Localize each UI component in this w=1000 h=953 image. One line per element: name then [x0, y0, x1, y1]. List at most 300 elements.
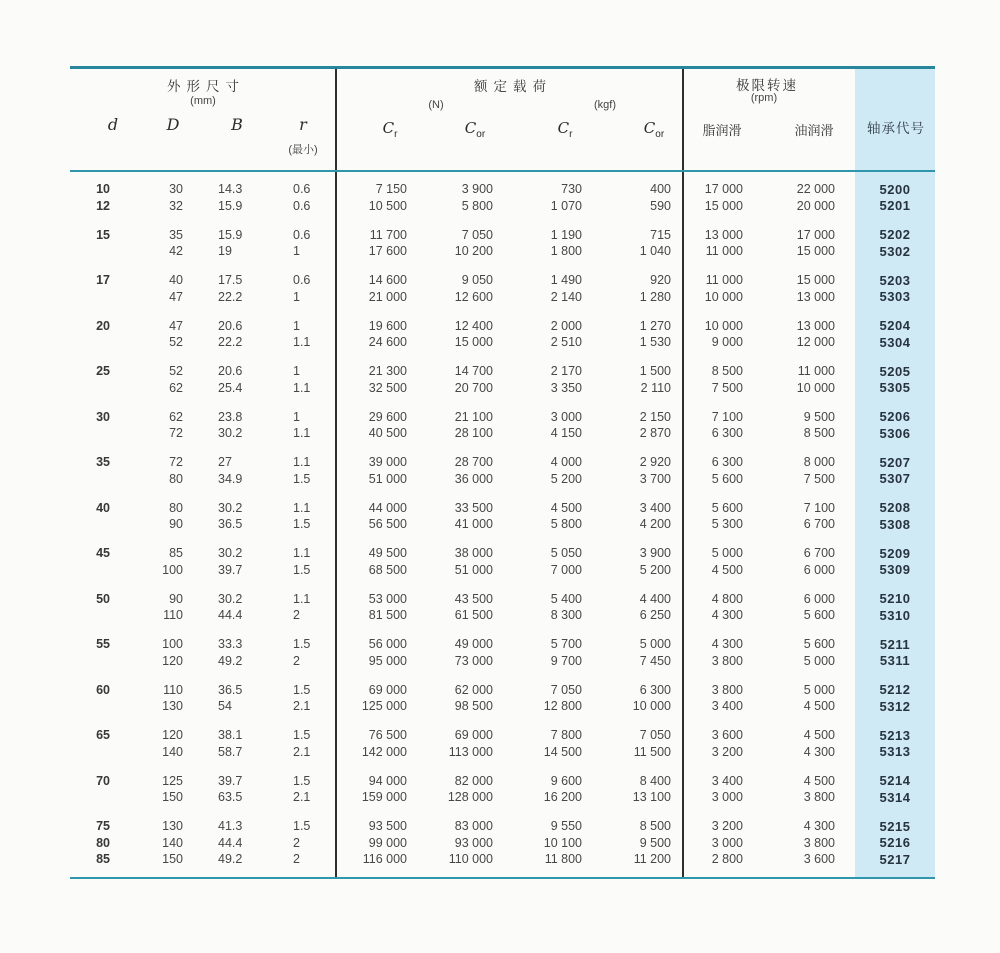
- cell-B: 58.7: [218, 744, 243, 759]
- cell-cor_n: 69 000: [454, 728, 493, 743]
- cell-cr_kgf: 7 050: [550, 682, 582, 697]
- row-group: [70, 682, 935, 715]
- cell-grease: 2 800: [711, 852, 743, 867]
- row-group: [70, 318, 935, 351]
- table-row: [70, 636, 935, 653]
- row-group: [70, 500, 935, 533]
- cell-code: 5307: [879, 471, 911, 487]
- col-header-d: d: [107, 115, 119, 134]
- cell-r: 1.1: [293, 500, 311, 515]
- cell-B: 49.2: [218, 653, 243, 668]
- cell-r: 2: [293, 835, 300, 850]
- table-row: [70, 272, 935, 289]
- table-row: [70, 545, 935, 562]
- row-group: [70, 181, 935, 214]
- cell-oil: 6 000: [803, 591, 835, 606]
- cell-cor_n: 73 000: [454, 653, 493, 668]
- cell-D: 140: [162, 835, 183, 850]
- table-row: [70, 198, 935, 215]
- table-row: [70, 653, 935, 670]
- cell-code: 5312: [879, 698, 911, 714]
- cell-D: 52: [169, 364, 183, 379]
- cell-d: 65: [96, 728, 110, 743]
- cell-cor_n: 10 200: [454, 244, 493, 259]
- cell-B: 30.2: [218, 426, 243, 441]
- cell-code: 5305: [879, 380, 911, 396]
- cell-cr_n: 19 600: [368, 318, 407, 333]
- cell-code: 5215: [879, 818, 911, 834]
- cell-d: 15: [96, 227, 110, 242]
- cell-d: 25: [96, 364, 110, 379]
- cell-cr_n: 24 600: [368, 335, 407, 350]
- cell-cr_n: 69 000: [368, 682, 407, 697]
- cell-cor_kgf: 6 250: [639, 608, 671, 623]
- cell-r: 1.5: [293, 562, 311, 577]
- cell-B: 41.3: [218, 819, 243, 834]
- cell-cr_n: 159 000: [361, 790, 407, 805]
- cell-code: 5213: [879, 727, 911, 743]
- cell-cor_n: 51 000: [454, 562, 493, 577]
- cell-D: 42: [169, 244, 183, 259]
- col-header-bearing-code: 轴承代号: [867, 121, 925, 136]
- cell-code: 5311: [879, 653, 911, 669]
- cell-cor_kgf: 5 200: [639, 562, 671, 577]
- cell-code: 5209: [879, 545, 911, 561]
- cell-B: 44.4: [218, 835, 243, 850]
- cell-D: 62: [169, 409, 183, 424]
- cell-cor_kgf: 11 200: [633, 852, 671, 867]
- cell-oil: 22 000: [796, 182, 835, 197]
- cell-cor_kgf: 400: [650, 182, 671, 197]
- cell-cr_n: 39 000: [368, 455, 407, 470]
- cell-oil: 4 300: [803, 819, 835, 834]
- cell-r: 1.5: [293, 682, 311, 697]
- cell-code: 5310: [879, 607, 911, 623]
- cell-grease: 11 000: [705, 244, 743, 259]
- cell-D: 32: [169, 198, 183, 213]
- table-row: [70, 363, 935, 380]
- table-row: [70, 698, 935, 715]
- cell-B: 38.1: [218, 728, 243, 743]
- cell-B: 39.7: [218, 773, 243, 788]
- cell-oil: 11 000: [797, 364, 835, 379]
- cell-D: 85: [169, 546, 183, 561]
- cell-r: 2: [293, 653, 300, 668]
- cell-B: 17.5: [218, 273, 243, 288]
- row-group: [70, 454, 935, 487]
- cell-cor_n: 15 000: [454, 335, 493, 350]
- cell-grease: 6 300: [711, 455, 743, 470]
- table-row: [70, 334, 935, 351]
- cell-grease: 3 600: [711, 728, 743, 743]
- table-row: [70, 181, 935, 198]
- cell-code: 5303: [879, 289, 911, 305]
- table-body: [70, 172, 935, 877]
- cell-cor_n: 83 000: [454, 819, 493, 834]
- cell-cor_kgf: 1 530: [639, 335, 671, 350]
- cell-oil: 3 800: [803, 790, 835, 805]
- row-group: [70, 636, 935, 669]
- cell-d: 70: [96, 773, 110, 788]
- cell-d: 45: [96, 546, 110, 561]
- cell-oil: 13 000: [796, 318, 835, 333]
- cell-cor_kgf: 2 920: [639, 455, 671, 470]
- cell-code: 5314: [879, 789, 911, 805]
- cell-grease: 7 500: [711, 380, 743, 395]
- cell-cr_kgf: 12 800: [543, 699, 582, 714]
- cell-code: 5203: [879, 272, 911, 288]
- cell-code: 5208: [879, 500, 911, 516]
- cell-cor_n: 41 000: [454, 517, 493, 532]
- table-row: [70, 380, 935, 397]
- cell-cor_n: 12 400: [454, 318, 493, 333]
- cell-code: 5210: [879, 591, 911, 607]
- cell-B: 20.6: [218, 364, 243, 379]
- col-header-cor-n: $C_{or}$: [464, 119, 486, 140]
- table-row: [70, 727, 935, 744]
- cell-D: 47: [169, 289, 183, 304]
- cell-D: 130: [162, 699, 183, 714]
- cell-d: 20: [96, 318, 110, 333]
- table-bottom-rule: [70, 877, 935, 879]
- col-header-B: B: [231, 115, 243, 134]
- cell-B: 36.5: [218, 682, 243, 697]
- row-group: [70, 591, 935, 624]
- cell-d: 12: [96, 198, 110, 213]
- cell-D: 30: [169, 182, 183, 197]
- cell-grease: 3 400: [711, 773, 743, 788]
- cell-cor_n: 113 000: [448, 744, 493, 759]
- col-header-oil-lubrication: 油润滑: [794, 123, 834, 138]
- cell-B: 14.3: [218, 182, 243, 197]
- cell-code: 5207: [879, 454, 911, 470]
- cell-cor_kgf: 3 400: [639, 500, 671, 515]
- cell-D: 35: [169, 227, 183, 242]
- cell-cor_kgf: 5 000: [639, 637, 671, 652]
- table-row: [70, 227, 935, 244]
- cell-cor_kgf: 7 450: [639, 653, 671, 668]
- cell-grease: 10 000: [704, 318, 743, 333]
- cell-cor_kgf: 1 280: [639, 289, 671, 304]
- table-row: [70, 562, 935, 579]
- cell-code: 5216: [879, 835, 911, 851]
- cell-r: 1.5: [293, 517, 311, 532]
- cell-cor_n: 36 000: [454, 471, 493, 486]
- cell-cor_kgf: 2 870: [639, 426, 671, 441]
- cell-oil: 9 500: [803, 409, 835, 424]
- cell-cr_n: 93 500: [368, 819, 407, 834]
- cell-r: 2.1: [293, 699, 311, 714]
- col-header-D: D: [166, 115, 180, 134]
- cell-r: 2: [293, 608, 300, 623]
- col-header-cr-kgf: $C_r$: [557, 119, 573, 140]
- row-group: [70, 818, 935, 868]
- cell-cr_kgf: 5 400: [550, 591, 582, 606]
- cell-oil: 7 500: [803, 471, 835, 486]
- cell-d: 17: [96, 273, 110, 288]
- cell-code: 5204: [879, 318, 911, 334]
- cell-B: 34.9: [218, 471, 243, 486]
- table-row: [70, 818, 935, 835]
- cell-oil: 12 000: [796, 335, 835, 350]
- cell-code: 5308: [879, 516, 911, 532]
- cell-D: 100: [162, 637, 183, 652]
- cell-r: 1.1: [293, 591, 311, 606]
- cell-cor_n: 110 000: [448, 852, 493, 867]
- cell-oil: 4 300: [803, 744, 835, 759]
- cell-B: 49.2: [218, 852, 243, 867]
- cell-B: 39.7: [218, 562, 243, 577]
- cell-D: 120: [162, 728, 183, 743]
- cell-D: 110: [163, 608, 183, 623]
- cell-cr_n: 56 500: [368, 517, 407, 532]
- cell-grease: 3 000: [711, 835, 743, 850]
- cell-cor_n: 98 500: [454, 699, 493, 714]
- cell-D: 90: [169, 517, 183, 532]
- col-header-r: r: [299, 115, 307, 134]
- cell-cr_n: 95 000: [368, 653, 407, 668]
- cell-d: 80: [96, 835, 110, 850]
- cell-r: 1.5: [293, 471, 311, 486]
- cell-cor_kgf: 13 100: [632, 790, 671, 805]
- cell-D: 52: [169, 335, 183, 350]
- cell-B: 33.3: [218, 637, 243, 652]
- cell-D: 72: [169, 426, 183, 441]
- cell-oil: 13 000: [796, 289, 835, 304]
- cell-cr_n: 81 500: [368, 608, 407, 623]
- cell-cor_n: 20 700: [454, 380, 493, 395]
- cell-oil: 15 000: [796, 273, 835, 288]
- cell-code: 5306: [879, 425, 911, 441]
- cell-grease: 5 600: [711, 471, 743, 486]
- cell-B: 30.2: [218, 500, 243, 515]
- cell-cr_n: 49 500: [368, 546, 407, 561]
- cell-cor_kgf: 8 400: [639, 773, 671, 788]
- cell-code: 5201: [879, 198, 911, 214]
- cell-d: 55: [96, 637, 110, 652]
- cell-cor_n: 12 600: [454, 289, 493, 304]
- row-group: [70, 272, 935, 305]
- cell-D: 47: [169, 318, 183, 333]
- cell-code: 5206: [879, 409, 911, 425]
- cell-cor_n: 14 700: [454, 364, 493, 379]
- cell-code: 5200: [879, 181, 911, 197]
- cell-cr_kgf: 14 500: [543, 744, 582, 759]
- cell-B: 22.2: [218, 289, 243, 304]
- cell-grease: 3 000: [711, 790, 743, 805]
- cell-cor_kgf: 1 500: [639, 364, 671, 379]
- cell-cr_kgf: 1 070: [550, 198, 582, 213]
- cell-cor_n: 128 000: [447, 790, 493, 805]
- cell-d: 30: [96, 409, 110, 424]
- cell-grease: 6 300: [711, 426, 743, 441]
- cell-code: 5313: [879, 744, 911, 760]
- table-row: [70, 318, 935, 335]
- cell-grease: 3 200: [711, 744, 743, 759]
- cell-cr_n: 10 500: [368, 198, 407, 213]
- cell-cr_kgf: 5 200: [550, 471, 582, 486]
- cell-B: 63.5: [218, 790, 243, 805]
- cell-cor_kgf: 715: [650, 227, 671, 242]
- cell-cr_kgf: 16 200: [543, 790, 582, 805]
- cell-cr_kgf: 4 500: [550, 500, 582, 515]
- cell-grease: 4 800: [711, 591, 743, 606]
- cell-B: 44.4: [218, 608, 243, 623]
- cell-D: 110: [163, 682, 183, 697]
- cell-cr_n: 125 000: [361, 699, 407, 714]
- cell-cr_kgf: 7 000: [550, 562, 582, 577]
- cell-cr_kgf: 3 000: [550, 409, 582, 424]
- load-rating-title: 额定载荷: [474, 79, 552, 94]
- cell-oil: 8 500: [803, 426, 835, 441]
- table-row: [70, 471, 935, 488]
- cell-cr_n: 44 000: [368, 500, 407, 515]
- cell-oil: 10 000: [796, 380, 835, 395]
- col-header-grease-lubrication: 脂润滑: [702, 123, 742, 138]
- cell-B: 23.8: [218, 409, 243, 424]
- cell-r: 1.1: [293, 380, 311, 395]
- cell-cr_n: 94 000: [368, 773, 407, 788]
- table-row: [70, 516, 935, 533]
- cell-oil: 17 000: [796, 227, 835, 242]
- cell-grease: 15 000: [704, 198, 743, 213]
- cell-cr_n: 51 000: [368, 471, 407, 486]
- cell-cr_kgf: 2 510: [550, 335, 582, 350]
- cell-B: 22.2: [218, 335, 243, 350]
- table-row: [70, 773, 935, 790]
- cell-D: 120: [162, 653, 183, 668]
- cell-cr_n: 32 500: [368, 380, 407, 395]
- cell-r: 0.6: [293, 227, 311, 242]
- cell-B: 20.6: [218, 318, 243, 333]
- cell-oil: 3 600: [803, 852, 835, 867]
- cell-d: 85: [96, 852, 110, 867]
- cell-cr_n: 142 000: [361, 744, 407, 759]
- cell-cor_kgf: 10 000: [632, 699, 671, 714]
- table-row: [70, 744, 935, 761]
- cell-D: 100: [162, 562, 183, 577]
- cell-D: 140: [162, 744, 183, 759]
- cell-r: 1.1: [293, 455, 311, 470]
- cell-B: 25.4: [218, 380, 243, 395]
- cell-r: 2: [293, 852, 300, 867]
- cell-cor_kgf: 3 700: [639, 471, 671, 486]
- cell-cor_n: 49 000: [454, 637, 493, 652]
- cell-grease: 5 600: [711, 500, 743, 515]
- cell-D: 125: [162, 773, 183, 788]
- cell-r: 1: [293, 289, 300, 304]
- cell-r: 0.6: [293, 198, 311, 213]
- row-group: [70, 545, 935, 578]
- dimensions-unit: (mm): [190, 95, 216, 107]
- cell-grease: 11 000: [705, 273, 743, 288]
- cell-grease: 17 000: [704, 182, 743, 197]
- table-row: [70, 425, 935, 442]
- cell-grease: 3 800: [711, 653, 743, 668]
- table-row: [70, 500, 935, 517]
- cell-oil: 6 000: [803, 562, 835, 577]
- unit-kgf: (kgf): [594, 99, 616, 111]
- table-row: [70, 454, 935, 471]
- cell-cr_n: 99 000: [368, 835, 407, 850]
- cell-r: 0.6: [293, 182, 311, 197]
- cell-r: 1.5: [293, 819, 311, 834]
- cell-oil: 5 000: [803, 653, 835, 668]
- cell-oil: 5 000: [803, 682, 835, 697]
- cell-cor_kgf: 2 110: [640, 380, 671, 395]
- cell-oil: 20 000: [796, 198, 835, 213]
- cell-cr_kgf: 8 300: [550, 608, 582, 623]
- cell-oil: 4 500: [803, 699, 835, 714]
- cell-code: 5211: [879, 636, 911, 652]
- cell-B: 30.2: [218, 591, 243, 606]
- cell-grease: 9 000: [711, 335, 743, 350]
- cell-grease: 3 400: [711, 699, 743, 714]
- cell-cr_n: 14 600: [368, 273, 407, 288]
- cell-r: 0.6: [293, 273, 311, 288]
- cell-d: 40: [96, 500, 110, 515]
- cell-cr_kgf: 5 050: [550, 546, 582, 561]
- section-divider-loads-speeds: [682, 69, 684, 879]
- bearing-spec-table: [70, 66, 935, 879]
- cell-r: 1.5: [293, 637, 311, 652]
- cell-cor_n: 61 500: [454, 608, 493, 623]
- cell-cr_n: 21 300: [368, 364, 407, 379]
- table-row: [70, 607, 935, 624]
- cell-cor_kgf: 3 900: [639, 546, 671, 561]
- cell-cr_kgf: 10 100: [543, 835, 582, 850]
- cell-cr_kgf: 7 800: [550, 728, 582, 743]
- cell-grease: 3 200: [711, 819, 743, 834]
- cell-cor_kgf: 6 300: [639, 682, 671, 697]
- cell-D: 150: [162, 852, 183, 867]
- cell-B: 27: [218, 455, 232, 470]
- table-row: [70, 409, 935, 426]
- cell-cor_n: 38 000: [454, 546, 493, 561]
- cell-cr_kgf: 2 000: [550, 318, 582, 333]
- cell-D: 80: [169, 500, 183, 515]
- cell-cr_n: 53 000: [368, 591, 407, 606]
- cell-oil: 7 100: [803, 500, 835, 515]
- cell-cr_kgf: 5 800: [550, 517, 582, 532]
- cell-code: 5304: [879, 334, 911, 350]
- cell-r: 2.1: [293, 744, 311, 759]
- cell-D: 62: [169, 380, 183, 395]
- cell-grease: 5 000: [711, 546, 743, 561]
- col-header-cr-n: $C_r$: [382, 119, 398, 140]
- cell-B: 36.5: [218, 517, 243, 532]
- row-group: [70, 227, 935, 260]
- cell-D: 130: [162, 819, 183, 834]
- cell-cr_n: 7 150: [375, 182, 407, 197]
- cell-cr_n: 11 700: [369, 227, 407, 242]
- row-group: [70, 773, 935, 806]
- cell-code: 5202: [879, 227, 911, 243]
- cell-cor_kgf: 920: [650, 273, 671, 288]
- cell-cor_kgf: 11 500: [633, 744, 671, 759]
- cell-cor_n: 5 800: [461, 198, 493, 213]
- cell-cr_kgf: 4 000: [550, 455, 582, 470]
- cell-cr_kgf: 1 800: [550, 244, 582, 259]
- cell-cor_n: 7 050: [461, 227, 493, 242]
- cell-cr_n: 76 500: [368, 728, 407, 743]
- cell-cor_kgf: 4 400: [639, 591, 671, 606]
- cell-oil: 4 500: [803, 773, 835, 788]
- cell-cr_n: 56 000: [368, 637, 407, 652]
- cell-B: 54: [218, 699, 232, 714]
- cell-D: 40: [169, 273, 183, 288]
- cell-cor_kgf: 8 500: [639, 819, 671, 834]
